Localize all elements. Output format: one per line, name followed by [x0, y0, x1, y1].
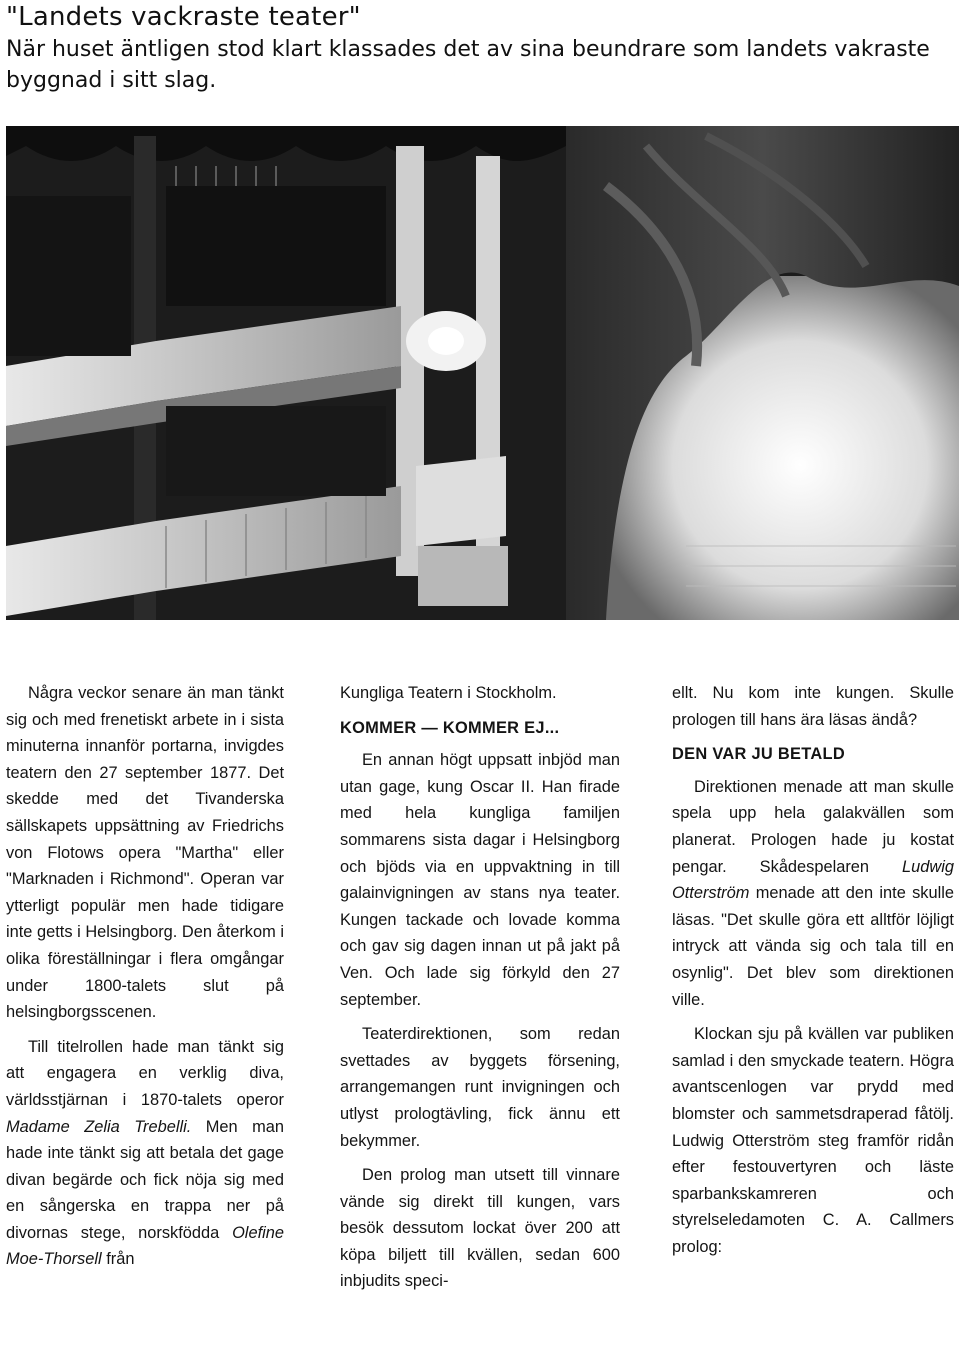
theatre-interior-photo — [6, 126, 959, 620]
article-heading — [6, 0, 956, 96]
article-subtitle: När huset äntligen stod klart klassades det av sina beundrare som landets vakraste byggnad i sitt slag. — [6, 37, 930, 93]
column-2-paragraph-4: Den prolog man utsett till vinnare vände sig direkt till kungen, vars besök dessutom lockat över 200 att köpa biljett till kvällen, sedan 600 inbjudits speci- — [340, 1166, 620, 1291]
column-1-paragraph-2 — [6, 1034, 284, 1273]
article-title: "Landets vackraste teater" — [6, 2, 361, 32]
section-heading-kommer: KOMMER — KOMMER EJ... — [340, 718, 560, 737]
column-3-paragraph-2-text-b: menade att den inte skulle läsas. "Det skulle göra ett alltför löjligt intryck att vända sig och tala till en osynlig". Det blev som direktionen ville. — [672, 884, 954, 1009]
article-column-3 — [672, 680, 954, 1268]
diva-name: Madame Zelia Trebelli. — [6, 1117, 192, 1136]
photo-illustration — [6, 126, 959, 620]
column-2-paragraph-3: Teaterdirektionen, som redan svettades av byggets försening, arrangemangen runt invigningen och utlyst prologtävling, fick ännu ett bekymmer. — [340, 1025, 620, 1150]
column-2-paragraph-1: Kungliga Teatern i Stockholm. — [340, 684, 557, 702]
singer-name: Olefine Moe-Thorsell — [6, 1223, 284, 1269]
column-3-paragraph-2-text-a: Direktionen menade att man skulle spela upp hela galakvällen som planerat. Prologen hade ju kostat pengar. Skådespelaren — [672, 777, 954, 876]
article-column-2 — [340, 680, 620, 1303]
column-3-paragraph-2 — [672, 774, 954, 1013]
column-3-paragraph-3: Klockan sju på kvällen var publiken samlad i den smyckade teatern. Högra avantscenlogen var prydd med blomster och sammetsdraperad fåtölj. Ludwig Otterström steg framför ridån efter festouvertyren och läste sparbankskamreren och styrelseledamoten C. A. Callmers prolog: — [672, 1025, 954, 1256]
actor-name: Ludwig Otterström — [672, 857, 954, 903]
column-1-paragraph-2-text-c: från — [101, 1250, 135, 1269]
article-column-1 — [6, 680, 284, 1281]
column-1-paragraph-1: Några veckor senare än man tänkt sig och med frenetiskt arbete in i sista minuterna innanför portarna, invigdes teatern den 27 september 1877. Det skedde med det Tivanderska sällskapets uppsättning av Friedrichs von Flotows opera "Martha" eller "Marknaden i Richmond". Operan var ytterligt populär men hade tidigare inte getts i Helsingborg. Den återkom i olika föreställningar i flera omgångar under 1800-talets slut på helsingborgsscenen. — [6, 684, 284, 1022]
column-1-paragraph-2-text-b: Men man hade inte tänkt sig att betala det gage divan begärde och fick nöja sig med en sångerska en trappa ner på divornas stege, norskfödda — [6, 1117, 284, 1242]
section-heading-betald: DEN VAR JU BETALD — [672, 745, 845, 764]
column-2-paragraph-2: En annan högt uppsatt inbjöd man utan gage, kung Oscar II. Han firade med hela kungliga familjen sommarens sista dagar i Helsingborg och bjöds via en uppvaktning in till galainvigningen av stans nya teater. Kungen tackade och lovade komma och gav sig dagen innan ut på jakt på Ven. Och lade sig förkyld den 27 september. — [340, 751, 620, 1009]
column-1-paragraph-2-text-a: Till titelrollen hade man tänkt sig att engagera en verklig diva, världsstjärnan i 1870-talets operor — [6, 1037, 284, 1109]
column-3-paragraph-1: ellt. Nu kom inte kungen. Skulle prologen till hans ära läsas ändå? — [672, 684, 954, 729]
